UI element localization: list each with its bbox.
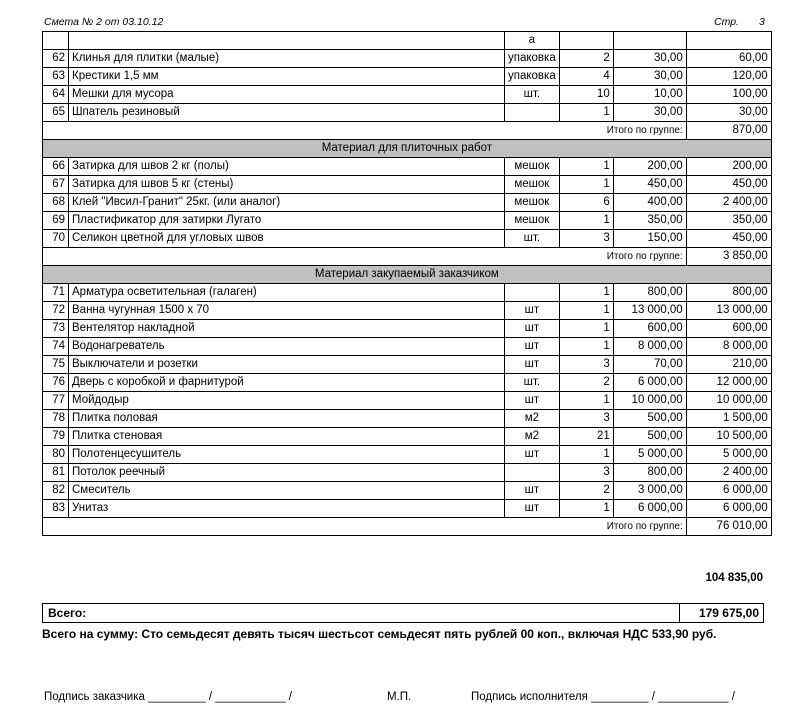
row-number: 73 xyxy=(43,320,69,338)
item-sum: 30,00 xyxy=(686,104,771,122)
item-sum: 600,00 xyxy=(686,320,771,338)
item-price: 800,00 xyxy=(613,284,686,302)
item-price: 30,00 xyxy=(613,68,686,86)
item-name: Унитаз xyxy=(69,500,505,518)
item-quantity: 3 xyxy=(559,410,613,428)
item-sum: 8 000,00 xyxy=(686,338,771,356)
item-quantity: 1 xyxy=(559,320,613,338)
item-sum: 210,00 xyxy=(686,356,771,374)
row-number: 69 xyxy=(43,212,69,230)
table-row xyxy=(43,68,772,86)
item-unit: шт xyxy=(505,392,560,410)
item-name: Ванна чугунная 1500 х 70 xyxy=(69,302,505,320)
item-price: 30,00 xyxy=(613,104,686,122)
item-name: Крестики 1,5 мм xyxy=(69,68,505,86)
item-quantity: 1 xyxy=(559,392,613,410)
item-name: Водонагреватель xyxy=(69,338,505,356)
table-row xyxy=(43,230,772,248)
item-quantity: 21 xyxy=(559,428,613,446)
item-price: 500,00 xyxy=(613,428,686,446)
group-total-row xyxy=(43,248,772,266)
stamp-label: М.П. xyxy=(387,691,412,703)
item-sum: 6 000,00 xyxy=(686,500,771,518)
row-number: 70 xyxy=(43,230,69,248)
estimate-table xyxy=(42,31,772,536)
item-name: Смеситель xyxy=(69,482,505,500)
table-row xyxy=(43,500,772,518)
item-name: Выключатели и розетки xyxy=(69,356,505,374)
total-box xyxy=(42,603,764,623)
item-quantity: 3 xyxy=(559,230,613,248)
table-row xyxy=(43,86,772,104)
item-name: Арматура осветительная (галаген) xyxy=(69,284,505,302)
item-unit xyxy=(505,464,560,482)
total-label: Всего: xyxy=(48,606,87,620)
item-price: 200,00 xyxy=(613,158,686,176)
table-row xyxy=(43,302,772,320)
item-unit xyxy=(505,284,560,302)
group-total-value: 870,00 xyxy=(686,122,771,140)
total-value: 179 675,00 xyxy=(698,606,759,620)
item-quantity: 1 xyxy=(559,212,613,230)
item-sum: 13 000,00 xyxy=(686,302,771,320)
item-sum: 350,00 xyxy=(686,212,771,230)
item-unit xyxy=(505,104,560,122)
table-row xyxy=(43,428,772,446)
item-sum: 450,00 xyxy=(686,230,771,248)
item-unit: шт xyxy=(505,482,560,500)
item-unit: упаковка xyxy=(505,68,560,86)
row-number: 68 xyxy=(43,194,69,212)
item-name: Потолок реечный xyxy=(69,464,505,482)
item-price: 10 000,00 xyxy=(613,392,686,410)
item-unit: шт xyxy=(505,338,560,356)
item-unit: шт xyxy=(505,302,560,320)
item-price: 6 000,00 xyxy=(613,500,686,518)
table-row xyxy=(43,392,772,410)
table-row xyxy=(43,104,772,122)
item-name: Затирка для швов 5 кг (стены) xyxy=(69,176,505,194)
item-unit: шт xyxy=(505,356,560,374)
item-sum: 1 500,00 xyxy=(686,410,771,428)
item-sum: 100,00 xyxy=(686,86,771,104)
row-number: 74 xyxy=(43,338,69,356)
section-title: Материал закупаемый заказчиком xyxy=(43,266,772,284)
row-number: 76 xyxy=(43,374,69,392)
page-number: 3 xyxy=(758,16,765,28)
item-name: Клей "Ивсил-Гранит" 25кг. (или аналог) xyxy=(69,194,505,212)
grand-subtotal: 104 835,00 xyxy=(705,572,763,584)
row-number: 64 xyxy=(43,86,69,104)
item-price: 150,00 xyxy=(613,230,686,248)
row-number: 81 xyxy=(43,464,69,482)
document-header-title: Смета № 2 от 03.10.12 xyxy=(44,16,164,28)
item-sum: 200,00 xyxy=(686,158,771,176)
item-sum: 5 000,00 xyxy=(686,446,771,464)
item-sum: 2 400,00 xyxy=(686,464,771,482)
item-price: 5 000,00 xyxy=(613,446,686,464)
table-row xyxy=(43,212,772,230)
item-quantity: 6 xyxy=(559,194,613,212)
item-quantity: 1 xyxy=(559,446,613,464)
table-row xyxy=(43,176,772,194)
table-row xyxy=(43,464,772,482)
item-sum: 800,00 xyxy=(686,284,771,302)
item-unit: мешок xyxy=(505,176,560,194)
item-price: 8 000,00 xyxy=(613,338,686,356)
row-number: 78 xyxy=(43,410,69,428)
group-total-row xyxy=(43,122,772,140)
item-unit: мешок xyxy=(505,212,560,230)
row-number xyxy=(43,32,69,50)
row-number: 80 xyxy=(43,446,69,464)
item-sum: 6 000,00 xyxy=(686,482,771,500)
group-total-label: Итого по группе: xyxy=(43,248,687,266)
table-row xyxy=(43,446,772,464)
item-quantity: 3 xyxy=(559,356,613,374)
table-row xyxy=(43,158,772,176)
item-unit: м2 xyxy=(505,428,560,446)
item-price: 6 000,00 xyxy=(613,374,686,392)
item-sum: 120,00 xyxy=(686,68,771,86)
item-unit: шт. xyxy=(505,86,560,104)
item-sum: 10 000,00 xyxy=(686,392,771,410)
item-unit: м2 xyxy=(505,410,560,428)
item-name: Пластификатор для затирки Лугато xyxy=(69,212,505,230)
item-name: Клинья для плитки (малые) xyxy=(69,50,505,68)
table-row xyxy=(43,50,772,68)
section-title: Материал для плиточных работ xyxy=(43,140,772,158)
item-price: 500,00 xyxy=(613,410,686,428)
item-name: Селикон цветной для угловых швов xyxy=(69,230,505,248)
item-price: 450,00 xyxy=(613,176,686,194)
item-price: 400,00 xyxy=(613,194,686,212)
row-number: 72 xyxy=(43,302,69,320)
amount-in-words: Всего на сумму: Сто семьдесят девять тысяч шестьсот семьдесят пять рублей 00 коп., включая НДС 533,90 руб. xyxy=(42,627,717,641)
row-number: 77 xyxy=(43,392,69,410)
item-name: Шпатель резиновый xyxy=(69,104,505,122)
item-sum xyxy=(686,32,771,50)
group-total-label: Итого по группе: xyxy=(43,518,687,536)
table-row xyxy=(43,410,772,428)
section-header-row xyxy=(43,140,772,158)
item-name: Затирка для швов 2 кг (полы) xyxy=(69,158,505,176)
contractor-signature: Подпись исполнителя _________ / ___________ / xyxy=(471,691,735,703)
group-total-row xyxy=(43,518,772,536)
item-unit: шт. xyxy=(505,230,560,248)
item-price: 350,00 xyxy=(613,212,686,230)
row-number: 82 xyxy=(43,482,69,500)
item-sum: 60,00 xyxy=(686,50,771,68)
table-row xyxy=(43,32,772,50)
item-unit: мешок xyxy=(505,158,560,176)
item-quantity xyxy=(559,32,613,50)
item-quantity: 3 xyxy=(559,464,613,482)
row-number: 83 xyxy=(43,500,69,518)
row-number: 71 xyxy=(43,284,69,302)
section-header-row xyxy=(43,266,772,284)
item-unit: шт xyxy=(505,446,560,464)
item-quantity: 2 xyxy=(559,374,613,392)
item-sum: 10 500,00 xyxy=(686,428,771,446)
page-indicator xyxy=(714,16,765,28)
group-total-value: 76 010,00 xyxy=(686,518,771,536)
item-price: 10,00 xyxy=(613,86,686,104)
item-unit: шт. xyxy=(505,374,560,392)
item-quantity: 2 xyxy=(559,482,613,500)
table-row xyxy=(43,482,772,500)
item-price: 30,00 xyxy=(613,50,686,68)
item-quantity: 1 xyxy=(559,158,613,176)
item-name: Вентелятор накладной xyxy=(69,320,505,338)
group-total-value: 3 850,00 xyxy=(686,248,771,266)
item-quantity: 1 xyxy=(559,284,613,302)
item-quantity: 1 xyxy=(559,500,613,518)
item-price: 3 000,00 xyxy=(613,482,686,500)
item-quantity: 2 xyxy=(559,50,613,68)
row-number: 66 xyxy=(43,158,69,176)
item-unit: шт xyxy=(505,320,560,338)
table-row xyxy=(43,320,772,338)
item-name: Дверь с коробкой и фарнитурой xyxy=(69,374,505,392)
item-quantity: 1 xyxy=(559,176,613,194)
item-quantity: 10 xyxy=(559,86,613,104)
item-name: Мешки для мусора xyxy=(69,86,505,104)
page-label: Стр. xyxy=(714,16,739,28)
row-number: 65 xyxy=(43,104,69,122)
item-name xyxy=(69,32,505,50)
item-quantity: 1 xyxy=(559,302,613,320)
item-price: 800,00 xyxy=(613,464,686,482)
item-price: 600,00 xyxy=(613,320,686,338)
table-row xyxy=(43,194,772,212)
item-unit: упаковка xyxy=(505,50,560,68)
item-sum: 12 000,00 xyxy=(686,374,771,392)
group-total-label: Итого по группе: xyxy=(43,122,687,140)
item-name: Мойдодыр xyxy=(69,392,505,410)
item-quantity: 1 xyxy=(559,338,613,356)
row-number: 67 xyxy=(43,176,69,194)
item-unit: а xyxy=(505,32,560,50)
table-row xyxy=(43,338,772,356)
table-row xyxy=(43,356,772,374)
item-name: Плитка стеновая xyxy=(69,428,505,446)
row-number: 75 xyxy=(43,356,69,374)
item-sum: 2 400,00 xyxy=(686,194,771,212)
item-quantity: 4 xyxy=(559,68,613,86)
item-name: Плитка половая xyxy=(69,410,505,428)
item-price: 13 000,00 xyxy=(613,302,686,320)
item-price: 70,00 xyxy=(613,356,686,374)
item-name: Полотенцесушитель xyxy=(69,446,505,464)
item-unit: шт xyxy=(505,500,560,518)
table-row xyxy=(43,284,772,302)
item-price xyxy=(613,32,686,50)
row-number: 79 xyxy=(43,428,69,446)
row-number: 63 xyxy=(43,68,69,86)
item-sum: 450,00 xyxy=(686,176,771,194)
item-quantity: 1 xyxy=(559,104,613,122)
item-unit: мешок xyxy=(505,194,560,212)
row-number: 62 xyxy=(43,50,69,68)
customer-signature: Подпись заказчика _________ / ___________ / xyxy=(44,691,292,703)
table-row xyxy=(43,374,772,392)
